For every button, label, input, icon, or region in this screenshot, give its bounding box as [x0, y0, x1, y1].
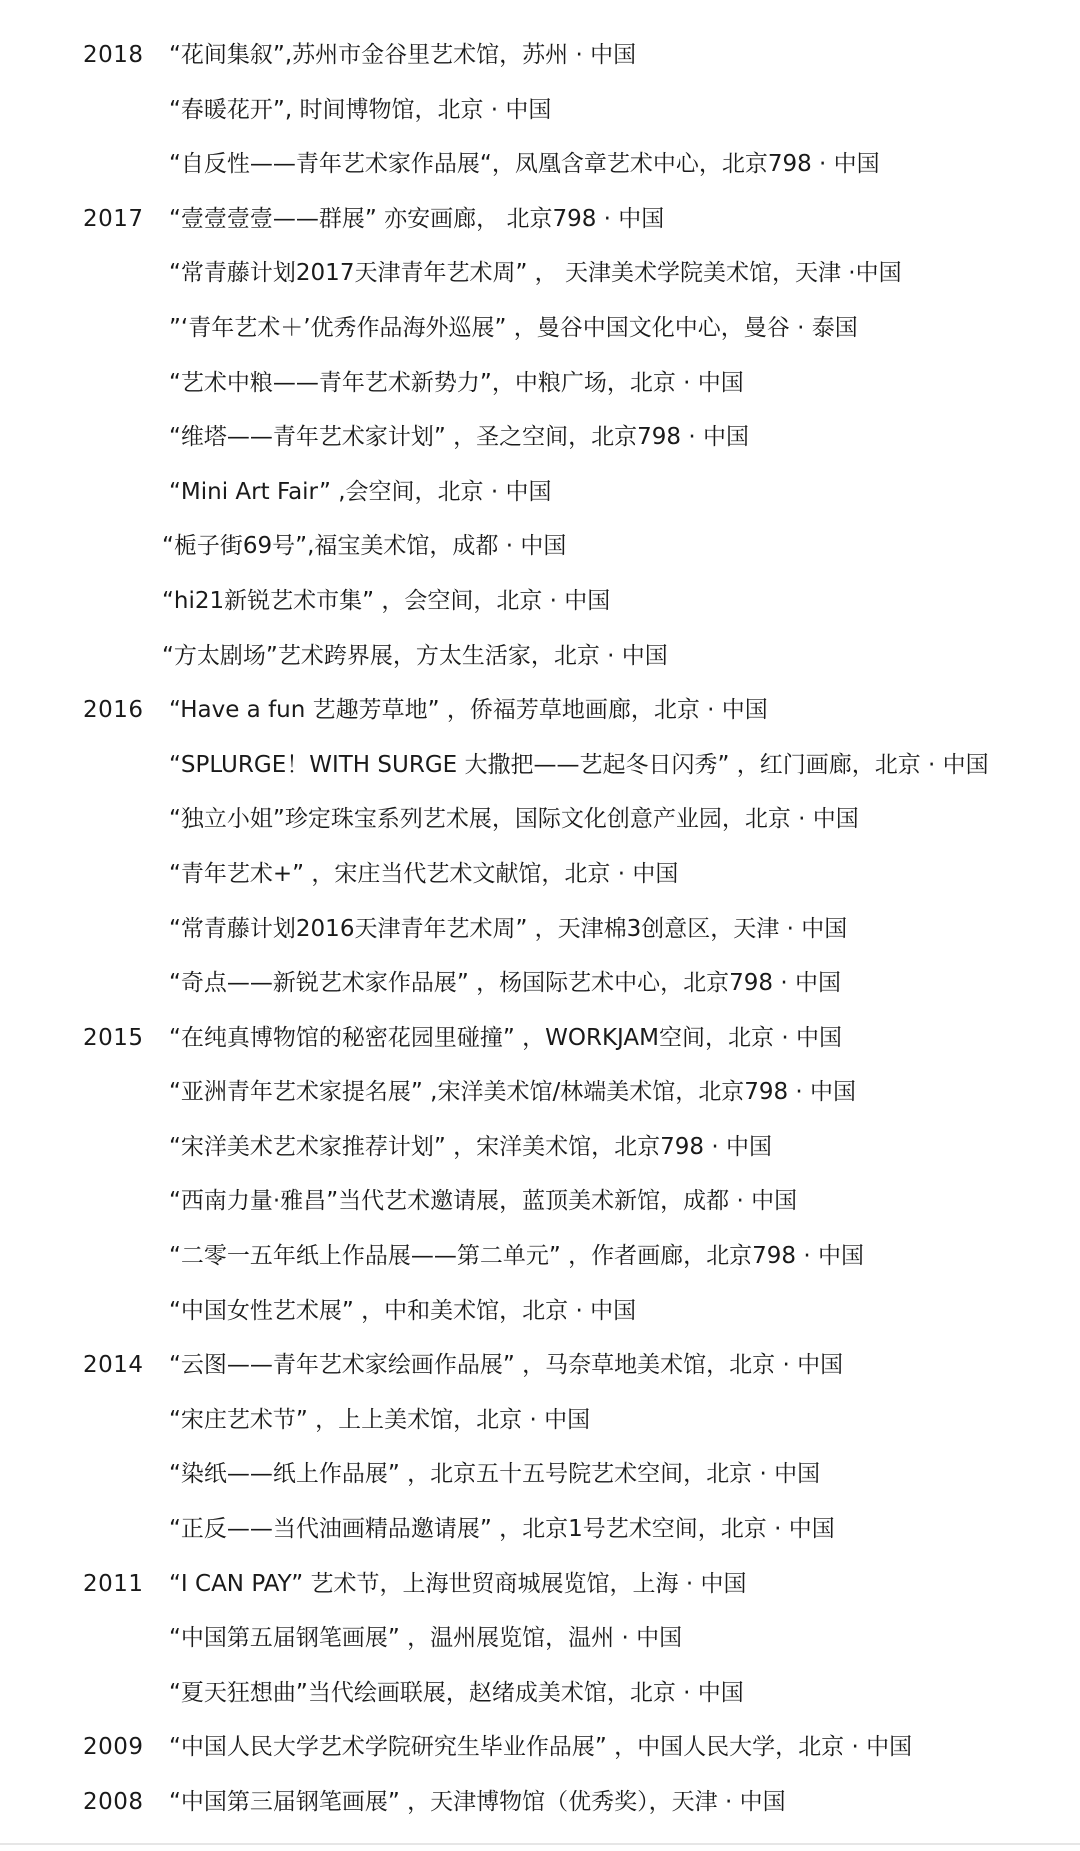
exhibition-row — [0, 847, 1080, 902]
year-label: 2008 — [83, 1789, 144, 1815]
year-label: 2017 — [83, 205, 144, 232]
exhibition-row — [0, 301, 1080, 356]
exhibition-entry: “云图——青年艺术家绘画作品展” ，马奈草地美术馆，北京 · 中国 — [169, 1352, 844, 1379]
exhibition-row — [0, 356, 1080, 411]
exhibition-row — [0, 410, 1080, 465]
exhibition-row — [0, 246, 1080, 301]
exhibition-row — [0, 83, 1080, 138]
exhibition-row — [0, 1666, 1080, 1721]
exhibition-entry: “常青藤计划2016天津青年艺术周” ，天津棉3创意区，天津 · 中国 — [169, 915, 848, 942]
exhibition-row — [0, 28, 1080, 83]
exhibition-row — [0, 683, 1080, 738]
exhibition-entry: “奇点——新锐艺术家作品展” ，杨国际艺术中心，北京798 · 中国 — [169, 970, 841, 997]
exhibition-row — [0, 629, 1080, 684]
exhibition-entry: “中国第三届钢笔画展” ，天津博物馆（优秀奖），天津 · 中国 — [169, 1789, 786, 1815]
exhibition-row — [0, 574, 1080, 629]
exhibition-row — [0, 192, 1080, 247]
exhibition-entry: “SPLURGE！WITH SURGE 大撒把——艺起冬日闪秀” ，红门画廊，北京 · 中国 — [169, 751, 989, 778]
exhibition-entry: “中国第五届钢笔画展” ，温州展览馆，温州 · 中国 — [169, 1625, 683, 1652]
exhibition-entry: “染纸——纸上作品展” ，北京五十五号院艺术空间，北京 · 中国 — [169, 1461, 821, 1488]
exhibition-entry: “春暖花开”, 时间博物馆，北京 · 中国 — [169, 96, 552, 123]
exhibition-entry: “西南力量·雅昌”当代艺术邀请展，蓝顶美术新馆，成都 · 中国 — [169, 1188, 798, 1215]
exhibition-entry: “Have a fun 艺趣芳草地” ，侨福芳草地画廊，北京 · 中国 — [169, 697, 768, 724]
year-label: 2016 — [83, 697, 144, 724]
exhibition-entry: “亚洲青年艺术家提名展” ,宋洋美术馆/林端美术馆，北京798 · 中国 — [169, 1079, 857, 1106]
exhibition-entry: “青年艺术+” ，宋庄当代艺术文献馆，北京 · 中国 — [169, 860, 679, 887]
exhibition-row — [0, 1174, 1080, 1229]
exhibition-row — [0, 1120, 1080, 1175]
year-label: 2018 — [83, 42, 144, 68]
exhibition-entry: “方太剧场”艺术跨界展，方太生活家，北京 · 中国 — [162, 642, 668, 669]
exhibition-entry: “中国人民大学艺术学院研究生毕业作品展” ，中国人民大学，北京 · 中国 — [169, 1734, 913, 1761]
exhibition-row — [0, 137, 1080, 192]
exhibition-entry: “花间集叙”,苏州市金谷里艺术馆，苏州 · 中国 — [169, 42, 637, 68]
exhibition-entry: “二零一五年纸上作品展——第二单元” ，作者画廊，北京798 · 中国 — [169, 1243, 864, 1270]
year-label: 2014 — [83, 1352, 144, 1379]
exhibition-entry: “在纯真博物馆的秘密花园里碰撞” ，WORKJAM空间，北京 · 中国 — [169, 1024, 842, 1051]
exhibition-entry: “hi21新锐艺术市集” ，会空间，北京 · 中国 — [162, 587, 611, 614]
exhibition-entry: “正反——当代油画精品邀请展” ，北京1号艺术空间，北京 · 中国 — [169, 1516, 835, 1543]
exhibition-row — [0, 1557, 1080, 1612]
exhibition-entry: “中国女性艺术展” ，中和美术馆，北京 · 中国 — [169, 1297, 637, 1324]
exhibition-row — [0, 1720, 1080, 1775]
exhibition-row — [0, 956, 1080, 1011]
exhibition-entry: “独立小姐”珍定珠宝系列艺术展，国际文化创意产业园，北京 · 中国 — [169, 806, 859, 833]
exhibition-entry: “常青藤计划2017天津青年艺术周” ， 天津美术学院美术馆，天津 ·中国 — [169, 260, 902, 287]
exhibition-row — [0, 792, 1080, 847]
exhibition-row — [0, 1502, 1080, 1557]
exhibition-entry: ”‘青年艺术＋’优秀作品海外巡展” ，曼谷中国文化中心，曼谷 · 泰国 — [169, 314, 858, 341]
exhibition-row — [0, 1065, 1080, 1120]
exhibition-row — [0, 519, 1080, 574]
exhibition-entry: “宋洋美术艺术家推荐计划” ，宋洋美术馆，北京798 · 中国 — [169, 1133, 772, 1160]
exhibition-row — [0, 1229, 1080, 1284]
exhibition-row — [0, 1011, 1080, 1066]
exhibition-row — [0, 465, 1080, 520]
exhibition-row — [0, 1611, 1080, 1666]
exhibition-entry: “栀子街69号”,福宝美术馆，成都 · 中国 — [162, 533, 567, 560]
year-label: 2009 — [83, 1734, 144, 1761]
exhibition-entry: “自反性——青年艺术家作品展“，凤凰含章艺术中心，北京798 · 中国 — [169, 151, 880, 178]
exhibition-row — [0, 902, 1080, 957]
bottom-divider — [0, 1843, 1080, 1845]
exhibition-entry: “I CAN PAY” 艺术节，上海世贸商城展览馆，上海 · 中国 — [169, 1570, 747, 1597]
exhibition-entry: “宋庄艺术节” ，上上美术馆，北京 · 中国 — [169, 1406, 591, 1433]
exhibition-entry: “壹壹壹壹——群展” 亦安画廊， 北京798 · 中国 — [169, 205, 665, 232]
exhibition-entry: “维塔——青年艺术家计划” ，圣之空间，北京798 · 中国 — [169, 424, 749, 451]
exhibition-entry: “艺术中粮——青年艺术新势力”，中粮广场，北京 · 中国 — [169, 369, 744, 396]
exhibition-row — [0, 738, 1080, 793]
year-label: 2015 — [83, 1024, 144, 1051]
exhibition-row — [0, 1393, 1080, 1448]
year-label: 2011 — [83, 1570, 144, 1597]
exhibition-entry: “夏天狂想曲”当代绘画联展，赵绪成美术馆，北京 · 中国 — [169, 1679, 744, 1706]
exhibition-row — [0, 1284, 1080, 1339]
exhibition-row — [0, 1338, 1080, 1393]
exhibition-row — [0, 1447, 1080, 1502]
exhibition-list — [0, 28, 1080, 1830]
exhibition-row — [0, 1775, 1080, 1830]
exhibition-entry: “Mini Art Fair” ,会空间，北京 · 中国 — [169, 478, 552, 505]
